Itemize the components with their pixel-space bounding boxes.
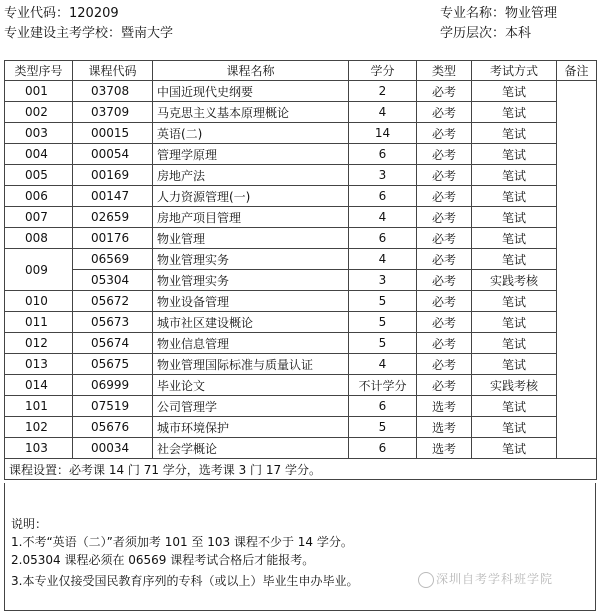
- row-course-name: 物业管理实务: [153, 249, 349, 270]
- education-level-value: 本科: [505, 26, 532, 41]
- major-name-value: 物业管理: [505, 6, 558, 21]
- row-type: 选考: [417, 438, 472, 459]
- row-exam-method: 笔试: [472, 102, 557, 123]
- column-header: 考试方式: [472, 61, 557, 81]
- row-seq: 013: [5, 354, 73, 375]
- table-row: [5, 186, 597, 207]
- row-course-name: 城市社区建设概论: [153, 312, 349, 333]
- row-exam-method: 笔试: [472, 186, 557, 207]
- row-seq: 101: [5, 396, 73, 417]
- column-header: 学分: [349, 61, 417, 81]
- row-exam-method: 笔试: [472, 333, 557, 354]
- column-header: 备注: [557, 61, 597, 81]
- major-code-label: 专业代码：: [4, 6, 70, 21]
- host-school: [4, 22, 173, 41]
- row-type: 选考: [417, 417, 472, 438]
- row-credit: 3: [349, 165, 417, 186]
- row-type: 必考: [417, 333, 472, 354]
- row-code: 03709: [73, 102, 153, 123]
- major-name-label: 专业名称：: [440, 6, 506, 21]
- row-code: 05672: [73, 291, 153, 312]
- row-course-name: 物业管理实务: [153, 270, 349, 291]
- watermark-text: 深圳自考学科班学院: [436, 572, 554, 586]
- row-code: 05673: [73, 312, 153, 333]
- row-code: 05674: [73, 333, 153, 354]
- row-course-name: 社会学概论: [153, 438, 349, 459]
- row-seq: 004: [5, 144, 73, 165]
- course-rows: [5, 81, 597, 459]
- row-course-name: 物业设备管理: [153, 291, 349, 312]
- row-credit: 6: [349, 438, 417, 459]
- row-type: 必考: [417, 375, 472, 396]
- host-school-label: 专业建设主考学校：: [4, 26, 122, 41]
- row-exam-method: 笔试: [472, 144, 557, 165]
- row-type: 必考: [417, 312, 472, 333]
- row-course-name: 房地产法: [153, 165, 349, 186]
- row-code: 05304: [73, 270, 153, 291]
- row-exam-method: 笔试: [472, 438, 557, 459]
- table-row: [5, 249, 597, 270]
- row-course-name: 物业管理: [153, 228, 349, 249]
- table-row: [5, 144, 597, 165]
- table-row: [5, 123, 597, 144]
- row-exam-method: 笔试: [472, 396, 557, 417]
- watermark: [418, 570, 553, 588]
- table-row: [5, 417, 597, 438]
- row-credit: 2: [349, 81, 417, 102]
- row-seq: 007: [5, 207, 73, 228]
- table-row: [5, 396, 597, 417]
- note-item: 1.不考“英语（二）”者须加考 101 至 103 课程不少于 14 学分。: [11, 535, 353, 549]
- major-code-value: 120209: [69, 6, 119, 21]
- row-type: 必考: [417, 81, 472, 102]
- row-seq: 102: [5, 417, 73, 438]
- table-row: [5, 438, 597, 459]
- row-credit: 5: [349, 291, 417, 312]
- row-type: 必考: [417, 186, 472, 207]
- note-item: 2.05304 课程必须在 06569 课程考试合格后才能报考。: [11, 553, 315, 567]
- row-type: 必考: [417, 291, 472, 312]
- note-item: 3.本专业仅接受国民教育序列的专科（或以上）毕业生申办毕业。: [11, 574, 359, 588]
- row-code: 00054: [73, 144, 153, 165]
- course-table: [4, 60, 597, 480]
- table-row: [5, 165, 597, 186]
- row-seq: 008: [5, 228, 73, 249]
- host-school-value: 暨南大学: [121, 26, 174, 41]
- row-exam-method: 笔试: [472, 123, 557, 144]
- row-code: 00169: [73, 165, 153, 186]
- row-course-name: 房地产项目管理: [153, 207, 349, 228]
- course-summary: 课程设置：必考课 14 门 71 学分，选考课 3 门 17 学分。: [5, 459, 597, 480]
- column-header: 课程代码: [73, 61, 153, 81]
- row-seq: 103: [5, 438, 73, 459]
- row-credit: 5: [349, 417, 417, 438]
- row-code: 00147: [73, 186, 153, 207]
- row-seq: 006: [5, 186, 73, 207]
- row-type: 必考: [417, 165, 472, 186]
- summary-row: [5, 459, 597, 480]
- notes-section: [4, 483, 596, 611]
- row-course-name: 毕业论文: [153, 375, 349, 396]
- row-code: 07519: [73, 396, 153, 417]
- table-row: [5, 312, 597, 333]
- row-seq: 001: [5, 81, 73, 102]
- row-credit: 4: [349, 249, 417, 270]
- row-exam-method: 实践考核: [472, 375, 557, 396]
- table-row: [5, 291, 597, 312]
- row-exam-method: 笔试: [472, 417, 557, 438]
- row-credit: 4: [349, 102, 417, 123]
- row-course-name: 物业管理国际标准与质量认证: [153, 354, 349, 375]
- row-exam-method: 笔试: [472, 207, 557, 228]
- row-exam-method: 笔试: [472, 228, 557, 249]
- row-course-name: 城市环境保护: [153, 417, 349, 438]
- row-course-name: 人力资源管理(一): [153, 186, 349, 207]
- row-course-name: 中国近现代史纲要: [153, 81, 349, 102]
- table-row: [5, 333, 597, 354]
- row-type: 必考: [417, 207, 472, 228]
- row-credit: 5: [349, 312, 417, 333]
- row-credit: 3: [349, 270, 417, 291]
- major-name: [440, 2, 557, 21]
- row-code: 06569: [73, 249, 153, 270]
- row-course-name: 公司管理学: [153, 396, 349, 417]
- row-seq: 003: [5, 123, 73, 144]
- row-exam-method: 笔试: [472, 312, 557, 333]
- row-seq: 005: [5, 165, 73, 186]
- row-seq: 011: [5, 312, 73, 333]
- row-type: 选考: [417, 396, 472, 417]
- row-type: 必考: [417, 102, 472, 123]
- row-credit: 4: [349, 207, 417, 228]
- table-row: [5, 102, 597, 123]
- row-type: 必考: [417, 123, 472, 144]
- table-row: [5, 354, 597, 375]
- table-row: [5, 375, 597, 396]
- table-row: [5, 270, 597, 291]
- row-seq: 012: [5, 333, 73, 354]
- row-code: 06999: [73, 375, 153, 396]
- table-row: [5, 81, 597, 102]
- row-seq: 002: [5, 102, 73, 123]
- zhihu-logo-icon: [418, 572, 434, 588]
- row-credit: 不计学分: [349, 375, 417, 396]
- table-row: [5, 228, 597, 249]
- row-exam-method: 笔试: [472, 354, 557, 375]
- row-exam-method: 笔试: [472, 291, 557, 312]
- education-level-label: 学历层次：: [440, 26, 506, 41]
- row-seq: 014: [5, 375, 73, 396]
- remark-cell: [557, 81, 597, 459]
- column-header: 类型: [417, 61, 472, 81]
- table-header-row: [5, 61, 597, 81]
- row-credit: 6: [349, 144, 417, 165]
- row-code: 00034: [73, 438, 153, 459]
- row-credit: 6: [349, 186, 417, 207]
- column-header: 课程名称: [153, 61, 349, 81]
- column-header: 类型序号: [5, 61, 73, 81]
- row-credit: 4: [349, 354, 417, 375]
- row-type: 必考: [417, 354, 472, 375]
- row-code: 00015: [73, 123, 153, 144]
- table-row: [5, 207, 597, 228]
- row-type: 必考: [417, 249, 472, 270]
- row-exam-method: 笔试: [472, 165, 557, 186]
- notes-title: 说明：: [11, 517, 48, 531]
- row-credit: 6: [349, 396, 417, 417]
- row-code: 02659: [73, 207, 153, 228]
- row-credit: 6: [349, 228, 417, 249]
- row-course-name: 英语(二): [153, 123, 349, 144]
- row-seq: 010: [5, 291, 73, 312]
- row-course-name: 管理学原理: [153, 144, 349, 165]
- row-code: 05676: [73, 417, 153, 438]
- row-exam-method: 实践考核: [472, 270, 557, 291]
- row-type: 必考: [417, 144, 472, 165]
- row-credit: 5: [349, 333, 417, 354]
- row-course-name: 马克思主义基本原理概论: [153, 102, 349, 123]
- row-credit: 14: [349, 123, 417, 144]
- row-exam-method: 笔试: [472, 81, 557, 102]
- row-seq: 009: [5, 249, 73, 291]
- row-type: 必考: [417, 228, 472, 249]
- education-level: [440, 22, 531, 41]
- row-code: 03708: [73, 81, 153, 102]
- row-exam-method: 笔试: [472, 249, 557, 270]
- row-type: 必考: [417, 270, 472, 291]
- row-code: 00176: [73, 228, 153, 249]
- row-code: 05675: [73, 354, 153, 375]
- row-course-name: 物业信息管理: [153, 333, 349, 354]
- major-code: [4, 2, 119, 21]
